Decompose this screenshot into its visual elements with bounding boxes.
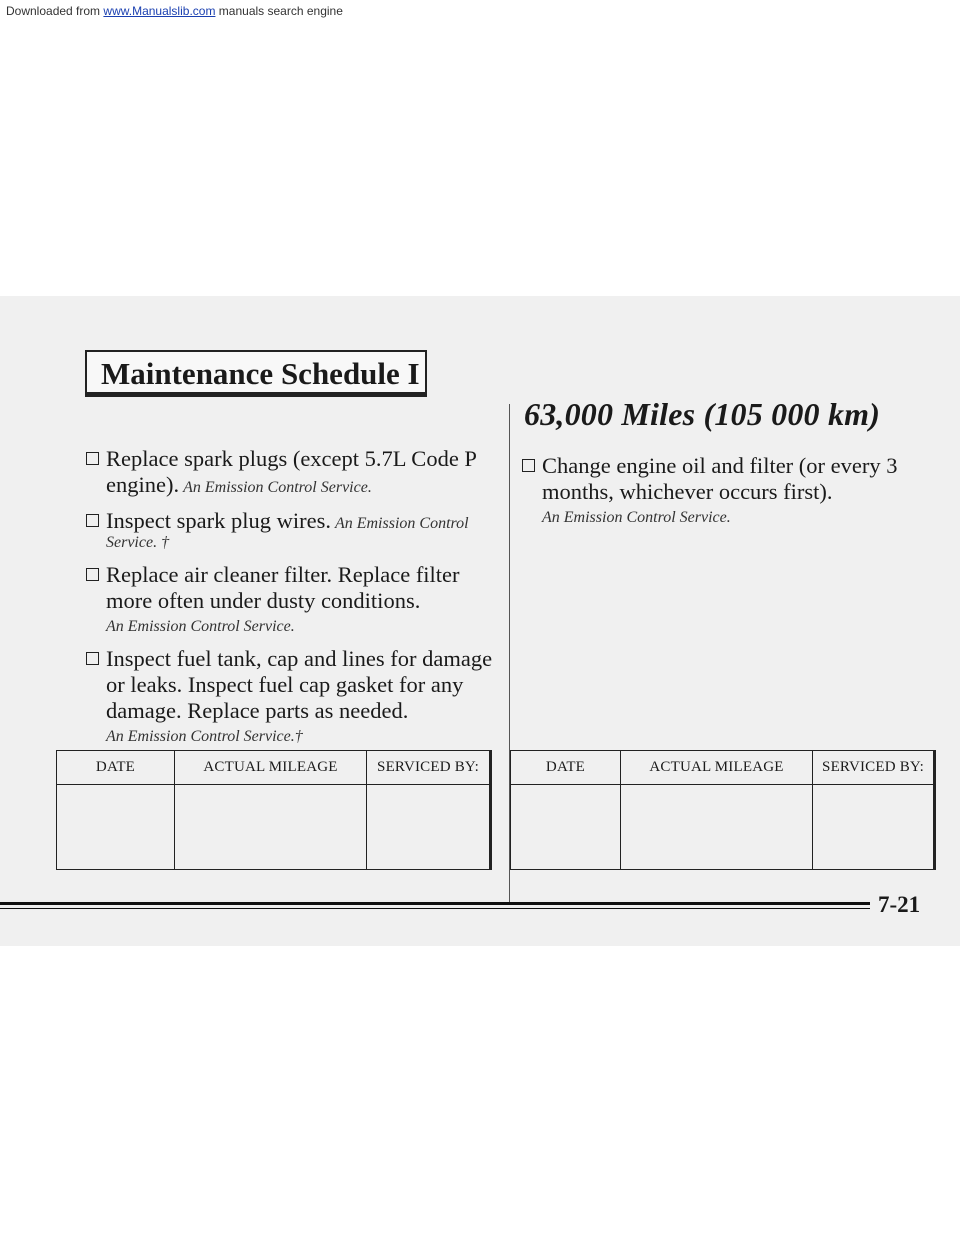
mileage-cell[interactable] [175, 785, 367, 870]
mileage-column-header: ACTUAL MILEAGE [175, 751, 367, 785]
manual-page [0, 296, 960, 946]
emission-note: An Emission Control Service.† [106, 728, 303, 745]
download-attribution: Downloaded from www.Manualslib.com manuals search engine [6, 4, 343, 18]
mileage-column-header: ACTUAL MILEAGE [621, 751, 813, 785]
date-cell[interactable] [57, 785, 175, 870]
checkbox[interactable] [86, 652, 99, 665]
manualslib-link[interactable]: www.Manualslib.com [103, 4, 216, 18]
checklist-item-text: Replace spark plugs (except 5.7L Code P engine). [106, 446, 477, 497]
serviced-by-cell[interactable] [813, 785, 935, 870]
footer-rule [0, 902, 870, 905]
date-column-header: DATE [57, 751, 175, 785]
service-record-table-right [510, 750, 936, 870]
checklist-item-text: Inspect fuel tank, cap and lines for damage or leaks. Inspect fuel cap gasket for any damage. Replace parts as needed. [106, 646, 493, 723]
checkbox[interactable] [86, 452, 99, 465]
footer-rule-thin [0, 908, 870, 909]
date-cell[interactable] [511, 785, 621, 870]
mileage-heading: 63,000 Miles (105 000 km) [524, 396, 881, 432]
mileage-cell[interactable] [621, 785, 813, 870]
checklist-item [86, 446, 496, 498]
checklist-item [522, 453, 922, 527]
right-column [522, 396, 922, 537]
checklist-item [86, 562, 496, 636]
serviced-by-column-header: SERVICED BY: [813, 751, 935, 785]
title-underline [85, 394, 427, 397]
emission-note: An Emission Control Service. [183, 479, 372, 496]
checklist-item [86, 508, 496, 552]
checkbox[interactable] [86, 568, 99, 581]
checkbox[interactable] [522, 459, 535, 472]
serviced-by-cell[interactable] [367, 785, 491, 870]
checklist-item-text: Replace air cleaner filter. Replace filter more often under dusty conditions. [106, 562, 460, 613]
emission-note: An Emission Control Service. † [106, 515, 469, 551]
serviced-by-column-header: SERVICED BY: [367, 751, 491, 785]
page-number: 7-21 [878, 892, 921, 917]
table-row [511, 785, 935, 870]
date-column-header: DATE [511, 751, 621, 785]
checklist-item-text: Change engine oil and filter (or every 3 months, whichever occurs first). [542, 453, 898, 504]
table-header-row [57, 751, 491, 785]
emission-note: An Emission Control Service. [542, 509, 731, 526]
checklist-item-text: Inspect spark plug wires. [106, 508, 331, 533]
table-header-row [511, 751, 935, 785]
checklist-item [86, 646, 496, 746]
table-row [57, 785, 491, 870]
left-column [86, 446, 496, 756]
emission-note: An Emission Control Service. [106, 618, 295, 635]
service-record-table-left [56, 750, 492, 870]
checkbox[interactable] [86, 514, 99, 527]
section-title: Maintenance Schedule I [85, 350, 427, 394]
